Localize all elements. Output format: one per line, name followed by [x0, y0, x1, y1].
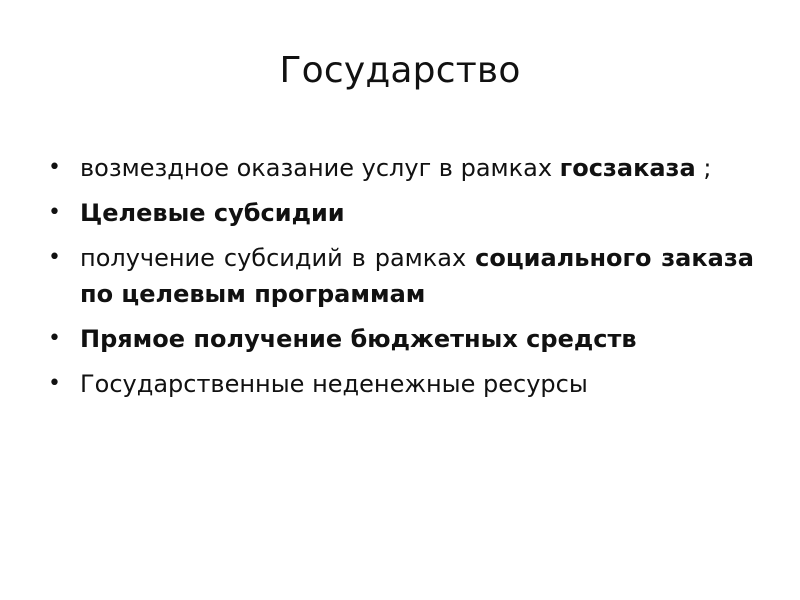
bullet-list — [48, 150, 754, 411]
bullet-text-bold: Прямое получение бюджетных средств — [80, 325, 637, 353]
bullet-dot-icon: • — [48, 200, 61, 225]
bullet-text-part: получение субсидий в рамках — [80, 244, 476, 272]
bullet-text-bold: госзаказа — [559, 154, 696, 182]
bullet-item-social-order — [48, 240, 754, 312]
bullet-dot-icon: • — [48, 155, 61, 180]
bullet-text-part: Государственные неденежные ресурсы — [80, 370, 588, 398]
bullet-text-bold: Целевые субсидии — [80, 199, 345, 227]
bullet-text-part: возмездное оказание услуг в рамках — [80, 154, 560, 182]
bullet-item-budget-funds — [48, 321, 754, 357]
bullet-dot-icon: • — [48, 245, 61, 270]
bullet-item-paid-services — [48, 150, 754, 186]
bullet-item-non-monetary — [48, 366, 754, 402]
bullet-dot-icon: • — [48, 326, 61, 351]
bullet-item-target-subsidies — [48, 195, 754, 231]
bullet-text-bold: социального заказа по целевым программам — [80, 244, 754, 308]
bullet-text-part: ; — [695, 154, 712, 182]
slide-title: Государство — [279, 50, 521, 91]
bullet-dot-icon: • — [48, 371, 61, 396]
